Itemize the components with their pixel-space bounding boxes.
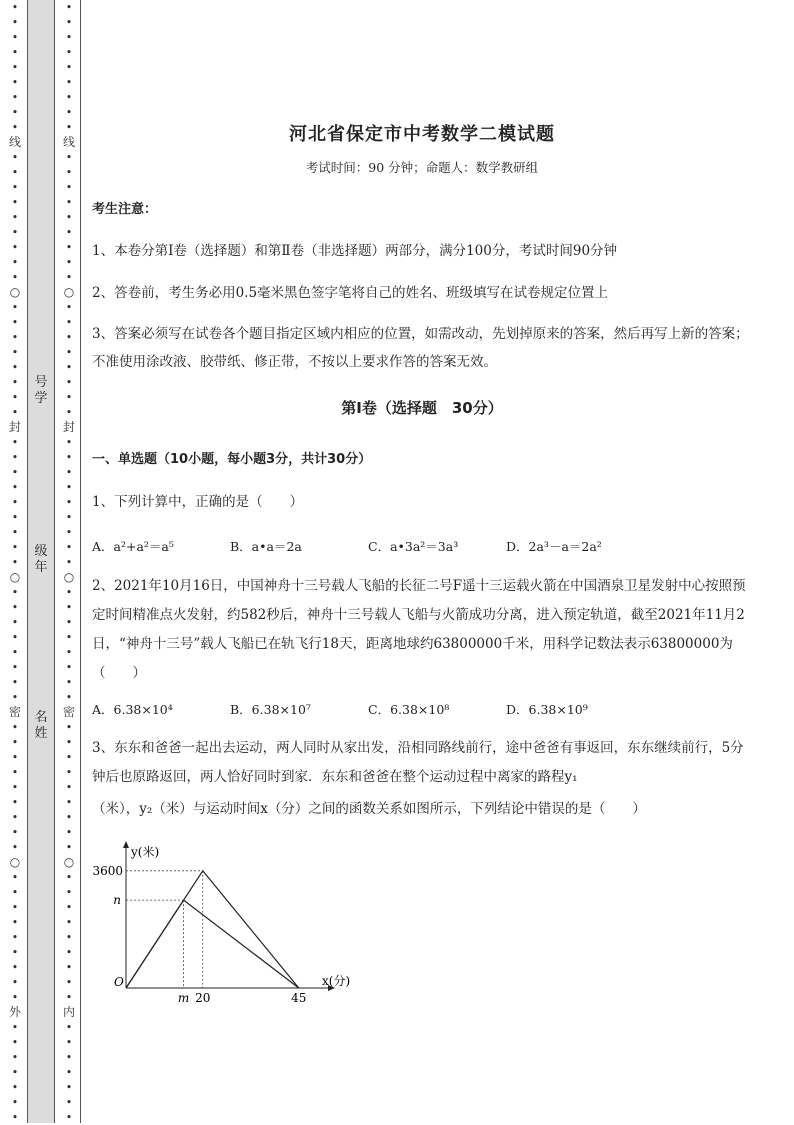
exam-subtitle: 考试时间：90 分钟；命题人：数学教研组 <box>305 160 539 175</box>
distance-time-graph <box>92 838 370 1005</box>
seal-dot: • <box>65 811 73 824</box>
seal-marker: 封 <box>8 420 21 434</box>
seal-dot: • <box>65 271 73 284</box>
seal-dot: • <box>11 106 19 119</box>
seal-dot: • <box>65 211 73 224</box>
seal-dot: • <box>65 196 73 209</box>
question-1-stem: 1、下列计算中，正确的是（ ） <box>92 494 304 510</box>
seal-dot: • <box>11 931 19 944</box>
part-title: 第Ⅰ卷（选择题 30分） <box>341 399 503 417</box>
seal-dot: • <box>65 661 73 674</box>
seal-dot: • <box>65 976 73 989</box>
question-2-stem: 2、2021年10月16日，中国神舟十三号载人飞船的长征二号F遥十三运载火箭在中国酒泉卫星发射中心按照预定时间精准点火发射，约582秒后，神舟十三号载人飞船与火箭成功分离，进入预定轨道，截至2021年11月2日，“神舟十三号”载人飞船已在轨飞行18天，距离地球约63800000千米，用科学记数法表示63800000为（ ） <box>92 578 746 681</box>
seal-dot: • <box>65 226 73 239</box>
seal-dot: • <box>65 511 73 524</box>
seal-dot: • <box>11 691 19 704</box>
seal-dot: • <box>65 691 73 704</box>
seal-dot: • <box>65 436 73 449</box>
seal-dot: • <box>11 721 19 734</box>
seal-dot: • <box>11 226 19 239</box>
option-a: A．a²+a²＝a⁵ <box>92 539 174 554</box>
option-d: D．2a³－a＝2a² <box>506 539 602 554</box>
seal-dot: • <box>11 601 19 614</box>
seal-dot: • <box>65 1066 73 1079</box>
seal-dot: • <box>65 256 73 269</box>
seal-dot: • <box>11 76 19 89</box>
option-b: B．a•a＝2a <box>230 539 302 554</box>
seal-dot: • <box>65 31 73 44</box>
seal-marker: ○ <box>9 570 21 584</box>
x-tick-label: 20 <box>195 991 211 1005</box>
seal-dot: • <box>65 1021 73 1034</box>
option-c: C．6.38×10⁸ <box>368 702 450 717</box>
seal-dot: • <box>65 946 73 959</box>
seal-dot: • <box>65 931 73 944</box>
seal-dot: • <box>11 1096 19 1109</box>
seal-marker: ○ <box>9 285 21 299</box>
seal-dot: • <box>11 586 19 599</box>
seal-marker: ○ <box>9 855 21 869</box>
exam-title: 河北省保定市中考数学二模试题 <box>289 124 555 145</box>
seal-dot: • <box>11 661 19 674</box>
seal-marker: 封 <box>62 420 75 434</box>
seal-dot: • <box>11 346 19 359</box>
seal-dot: • <box>11 751 19 764</box>
seal-dot: • <box>65 1051 73 1064</box>
binding-margin <box>0 0 82 1123</box>
seal-dot: • <box>65 1111 73 1124</box>
seal-dot: • <box>11 391 19 404</box>
seal-dot: • <box>11 526 19 539</box>
seal-dot: • <box>65 76 73 89</box>
seal-dot: • <box>11 481 19 494</box>
seal-dot: • <box>65 616 73 629</box>
student-info-band <box>27 0 55 1123</box>
seal-dot: • <box>11 271 19 284</box>
seal-dot: • <box>11 211 19 224</box>
seal-dot: • <box>11 556 19 569</box>
seal-dot: • <box>65 781 73 794</box>
seal-dot: • <box>11 151 19 164</box>
series-line-y2 <box>126 900 299 988</box>
seal-dot: • <box>11 541 19 554</box>
seal-dot: • <box>11 1036 19 1049</box>
seal-dot: • <box>11 631 19 644</box>
seal-dot: • <box>11 676 19 689</box>
seal-dot: • <box>65 586 73 599</box>
seal-dot: • <box>11 766 19 779</box>
seal-dot: • <box>65 361 73 374</box>
seal-dot: • <box>65 736 73 749</box>
seal-dot: • <box>11 916 19 929</box>
seal-dot: • <box>11 466 19 479</box>
question-1-options <box>92 537 652 555</box>
seal-dot: • <box>65 466 73 479</box>
seal-dot: • <box>11 496 19 509</box>
seal-dot: • <box>11 991 19 1004</box>
seal-marker: ○ <box>63 855 75 869</box>
seal-dot: • <box>65 316 73 329</box>
seal-dot: • <box>65 601 73 614</box>
seal-dot: • <box>65 1096 73 1109</box>
seal-dot: • <box>11 781 19 794</box>
seal-dot: • <box>65 901 73 914</box>
seal-dot: • <box>65 991 73 1004</box>
seal-dot: • <box>65 841 73 854</box>
seal-dot: • <box>11 886 19 899</box>
seal-dot: • <box>11 196 19 209</box>
origin-label: O <box>114 975 124 989</box>
seal-dot: • <box>65 826 73 839</box>
seal-dot: • <box>11 1 19 14</box>
y-tick-label: 3600 <box>92 863 123 878</box>
seal-dot: • <box>11 46 19 59</box>
seal-dot: • <box>11 961 19 974</box>
seal-dot: • <box>65 631 73 644</box>
seal-dot: • <box>11 31 19 44</box>
seal-dot: • <box>11 91 19 104</box>
seal-marker: 内 <box>62 1005 75 1019</box>
seal-dot: • <box>65 481 73 494</box>
margin-rule <box>80 0 81 1123</box>
seal-dot: • <box>11 1051 19 1064</box>
question-2-options <box>92 700 652 718</box>
x-tick-label: 45 <box>291 991 307 1005</box>
notice-heading: 考生注意： <box>92 202 158 217</box>
seal-dot: • <box>11 316 19 329</box>
seal-dot: • <box>11 796 19 809</box>
seal-dot: • <box>65 1 73 14</box>
seal-dot: • <box>65 541 73 554</box>
seal-dot: • <box>11 301 19 314</box>
name-label: 名 姓 <box>34 710 48 741</box>
seal-marker: ○ <box>63 570 75 584</box>
seal-dot: • <box>11 241 19 254</box>
seal-dot: • <box>11 406 19 419</box>
seal-dot: • <box>11 61 19 74</box>
notice-1: 1、本卷分第Ⅰ卷（选择题）和第Ⅱ卷（非选择题）两部分，满分100分，考试时间90分钟 <box>92 243 618 259</box>
seal-dot: • <box>11 181 19 194</box>
option-d: D．6.38×10⁹ <box>506 702 588 717</box>
seal-dot: • <box>65 556 73 569</box>
seal-dot: • <box>11 1111 19 1124</box>
seal-dot: • <box>65 496 73 509</box>
notice-3: 3、答案必须写在试卷各个题目指定区域内相应的位置，如需改动，先划掉原来的答案，然后再写上新的答案；不准使用涂改液、胶带纸、修正带，不按以上要求作答的答案无效。 <box>92 326 749 370</box>
inner-seal-line <box>59 0 79 1123</box>
seal-dot: • <box>11 841 19 854</box>
seal-dot: • <box>65 91 73 104</box>
y-axis-label: y(米) <box>131 845 160 859</box>
seal-dot: • <box>11 976 19 989</box>
question-3-stem: 3、东东和爸爸一起出去运动，两人同时从家出发，沿相同路线前行，途中爸爸有事返回，东东继续前行，5分钟后也原路返回，两人恰好同时到家．东东和爸爸在整个运动过程中离家的路程y₁ <box>92 740 744 785</box>
student-id-label: 号 学 <box>34 375 48 406</box>
section-heading: 一、单选题（10小题，每小题3分，共计30分） <box>92 452 372 467</box>
seal-dot: • <box>11 1066 19 1079</box>
seal-dot: • <box>65 106 73 119</box>
seal-dot: • <box>11 451 19 464</box>
y-tick-label-n: n <box>113 893 121 908</box>
seal-dot: • <box>65 406 73 419</box>
seal-dot: • <box>65 526 73 539</box>
seal-dot: • <box>65 721 73 734</box>
outer-seal-line <box>5 0 25 1123</box>
seal-dot: • <box>65 766 73 779</box>
question-3-stem-cont: （米），y₂（米）与运动时间x（分）之间的函数关系如图所示，下列结论中错误的是（ ） <box>92 801 646 817</box>
seal-dot: • <box>11 811 19 824</box>
seal-dot: • <box>11 616 19 629</box>
seal-dot: • <box>65 961 73 974</box>
seal-dot: • <box>65 166 73 179</box>
x-axis-label: x(分) <box>322 974 351 988</box>
seal-marker: 线 <box>62 135 75 149</box>
seal-dot: • <box>65 121 73 134</box>
seal-dot: • <box>65 241 73 254</box>
seal-dot: • <box>65 646 73 659</box>
seal-dot: • <box>65 181 73 194</box>
seal-dot: • <box>65 61 73 74</box>
x-tick-label-m: m <box>177 991 190 1005</box>
seal-dot: • <box>11 166 19 179</box>
seal-dot: • <box>65 391 73 404</box>
seal-dot: • <box>65 1081 73 1094</box>
seal-marker: 线 <box>8 135 21 149</box>
seal-dot: • <box>65 676 73 689</box>
seal-dot: • <box>65 1036 73 1049</box>
seal-dot: • <box>65 796 73 809</box>
seal-dot: • <box>65 46 73 59</box>
seal-dot: • <box>11 256 19 269</box>
option-c: C．a•3a²＝3a³ <box>368 539 459 554</box>
seal-dot: • <box>11 901 19 914</box>
seal-dot: • <box>11 1081 19 1094</box>
seal-dot: • <box>65 916 73 929</box>
seal-dot: • <box>65 751 73 764</box>
seal-marker: ○ <box>63 285 75 299</box>
seal-dot: • <box>11 946 19 959</box>
y-axis-arrow-icon <box>123 841 129 848</box>
series-line-y1 <box>126 871 299 988</box>
seal-dot: • <box>65 151 73 164</box>
seal-dot: • <box>65 376 73 389</box>
seal-marker: 外 <box>8 1005 21 1019</box>
seal-dot: • <box>11 646 19 659</box>
seal-dot: • <box>11 871 19 884</box>
seal-dot: • <box>11 1021 19 1034</box>
seal-dot: • <box>11 436 19 449</box>
seal-dot: • <box>11 826 19 839</box>
seal-dot: • <box>11 511 19 524</box>
seal-dot: • <box>65 301 73 314</box>
seal-dot: • <box>65 871 73 884</box>
seal-dot: • <box>65 16 73 29</box>
option-b: B．6.38×10⁷ <box>230 702 311 717</box>
seal-dot: • <box>65 886 73 899</box>
seal-dot: • <box>65 346 73 359</box>
option-a: A．6.38×10⁴ <box>92 702 173 717</box>
grade-label: 级 年 <box>34 544 48 575</box>
seal-marker: 密 <box>8 705 21 719</box>
seal-marker: 密 <box>62 705 75 719</box>
seal-dot: • <box>65 331 73 344</box>
seal-dot: • <box>11 736 19 749</box>
seal-dot: • <box>11 121 19 134</box>
seal-dot: • <box>11 376 19 389</box>
seal-dot: • <box>11 16 19 29</box>
notice-2: 2、答卷前，考生务必用0.5毫米黑色签字笔将自己的姓名、班级填写在试卷规定位置上 <box>92 285 609 301</box>
seal-dot: • <box>11 361 19 374</box>
seal-dot: • <box>65 451 73 464</box>
seal-dot: • <box>11 331 19 344</box>
